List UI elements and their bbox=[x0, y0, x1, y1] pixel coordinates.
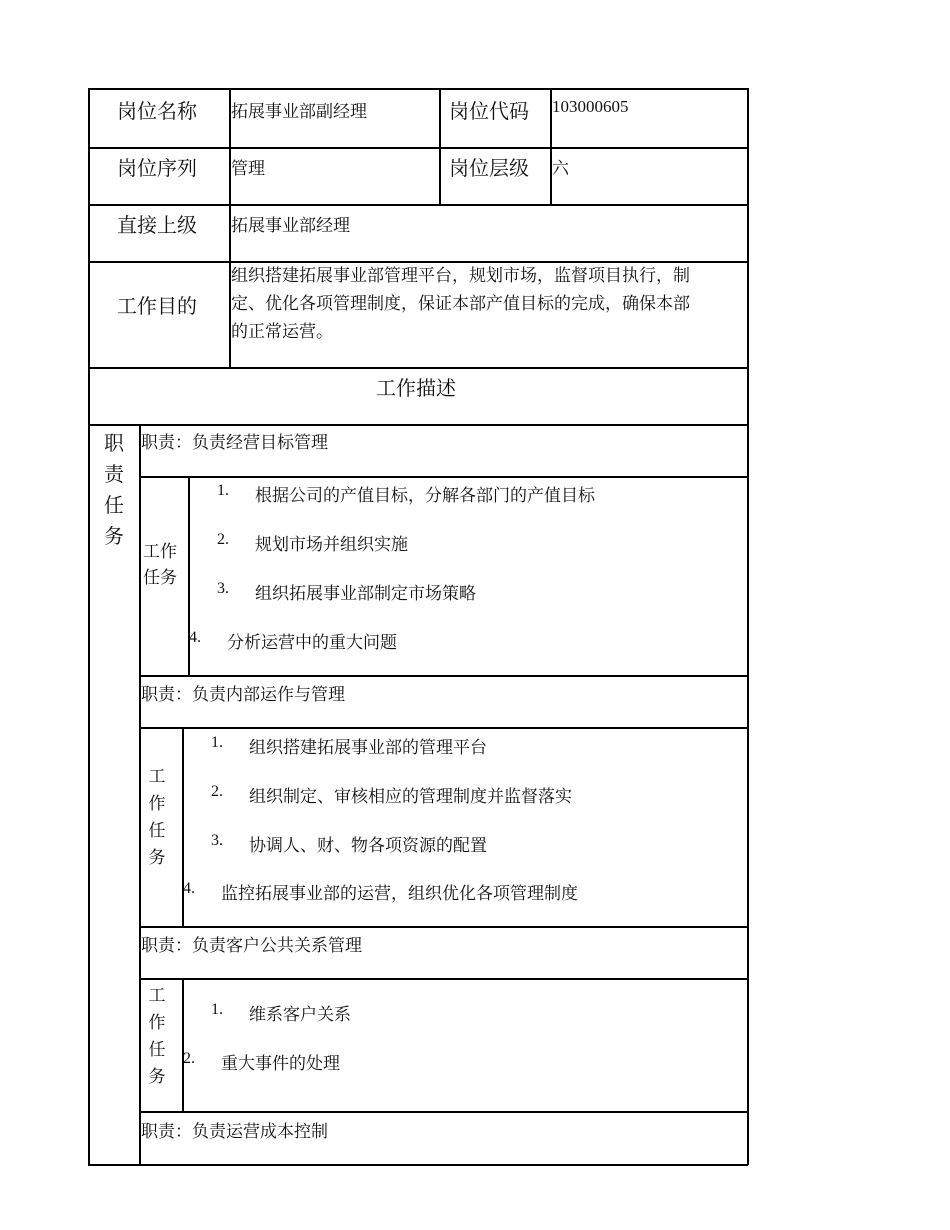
post-name-value: 拓展事业部副经理 bbox=[231, 102, 367, 121]
task-number: 3. bbox=[217, 580, 229, 597]
post-series-label: 岗位序列 bbox=[117, 156, 197, 180]
task-number: 1. bbox=[211, 1001, 223, 1018]
task-number: 2. bbox=[217, 531, 229, 548]
table-border bbox=[88, 88, 90, 1165]
task-number: 3. bbox=[211, 832, 223, 849]
task-label: 工作任务 bbox=[143, 542, 177, 587]
task-number: 2. bbox=[183, 1050, 195, 1067]
table-border bbox=[139, 675, 748, 677]
task-text: 组织拓展事业部制定市场策略 bbox=[255, 584, 476, 603]
duty-title: 职责：负责内部运作与管理 bbox=[141, 685, 345, 704]
table-border bbox=[139, 978, 748, 980]
table-border bbox=[88, 204, 748, 206]
duty-title: 职责：负责经营目标管理 bbox=[141, 433, 328, 452]
duty-title: 职责：负责客户公共关系管理 bbox=[141, 936, 362, 955]
task-text: 分析运营中的重大问题 bbox=[227, 633, 397, 652]
task-number: 4. bbox=[189, 629, 201, 646]
duties-side-label: 职责任务 bbox=[104, 431, 124, 548]
duty-title: 职责：负责运营成本控制 bbox=[141, 1122, 328, 1141]
task-label: 工作任务 bbox=[148, 767, 166, 867]
post-code-label: 岗位代码 bbox=[449, 99, 529, 123]
task-text: 重大事件的处理 bbox=[221, 1054, 340, 1073]
table-border bbox=[139, 727, 748, 729]
task-text: 维系客户关系 bbox=[249, 1005, 351, 1024]
task-number: 4. bbox=[183, 880, 195, 897]
post-name-label: 岗位名称 bbox=[117, 99, 197, 123]
table-border bbox=[747, 88, 749, 1165]
task-text: 监控拓展事业部的运营，组织优化各项管理制度 bbox=[221, 884, 578, 903]
task-number: 1. bbox=[217, 482, 229, 499]
table-border bbox=[182, 978, 184, 1112]
purpose-line: 组织搭建拓展事业部管理平台，规划市场，监督项目执行，制 bbox=[231, 266, 690, 285]
table-border bbox=[88, 367, 748, 369]
section-title: 工作描述 bbox=[376, 376, 456, 400]
task-text: 组织制定、审核相应的管理制度并监督落实 bbox=[249, 787, 572, 806]
table-border bbox=[88, 424, 748, 426]
table-border bbox=[139, 1111, 748, 1113]
post-series-value: 管理 bbox=[231, 159, 265, 178]
post-level-label: 岗位层级 bbox=[449, 156, 529, 180]
table-border bbox=[139, 926, 748, 928]
task-number: 1. bbox=[211, 734, 223, 751]
table-border bbox=[439, 88, 441, 204]
purpose-label: 工作目的 bbox=[117, 294, 197, 318]
table-border bbox=[88, 147, 748, 149]
post-level-value: 六 bbox=[552, 159, 569, 178]
superior-label: 直接上级 bbox=[117, 213, 197, 237]
purpose-line: 的正常运营。 bbox=[231, 322, 333, 341]
superior-value: 拓展事业部经理 bbox=[231, 216, 350, 235]
table-border bbox=[139, 476, 748, 478]
task-text: 根据公司的产值目标，分解各部门的产值目标 bbox=[255, 486, 595, 505]
task-text: 协调人、财、物各项资源的配置 bbox=[249, 836, 487, 855]
task-label: 工作任务 bbox=[148, 986, 166, 1086]
table-border bbox=[88, 88, 748, 90]
table-border bbox=[88, 1164, 748, 1166]
purpose-line: 定、优化各项管理制度，保证本部产值目标的完成，确保本部 bbox=[231, 294, 690, 313]
post-code-value: 103000605 bbox=[552, 97, 629, 116]
task-text: 组织搭建拓展事业部的管理平台 bbox=[249, 738, 487, 757]
task-number: 2. bbox=[211, 783, 223, 800]
table-border bbox=[139, 424, 141, 1164]
task-text: 规划市场并组织实施 bbox=[255, 535, 408, 554]
